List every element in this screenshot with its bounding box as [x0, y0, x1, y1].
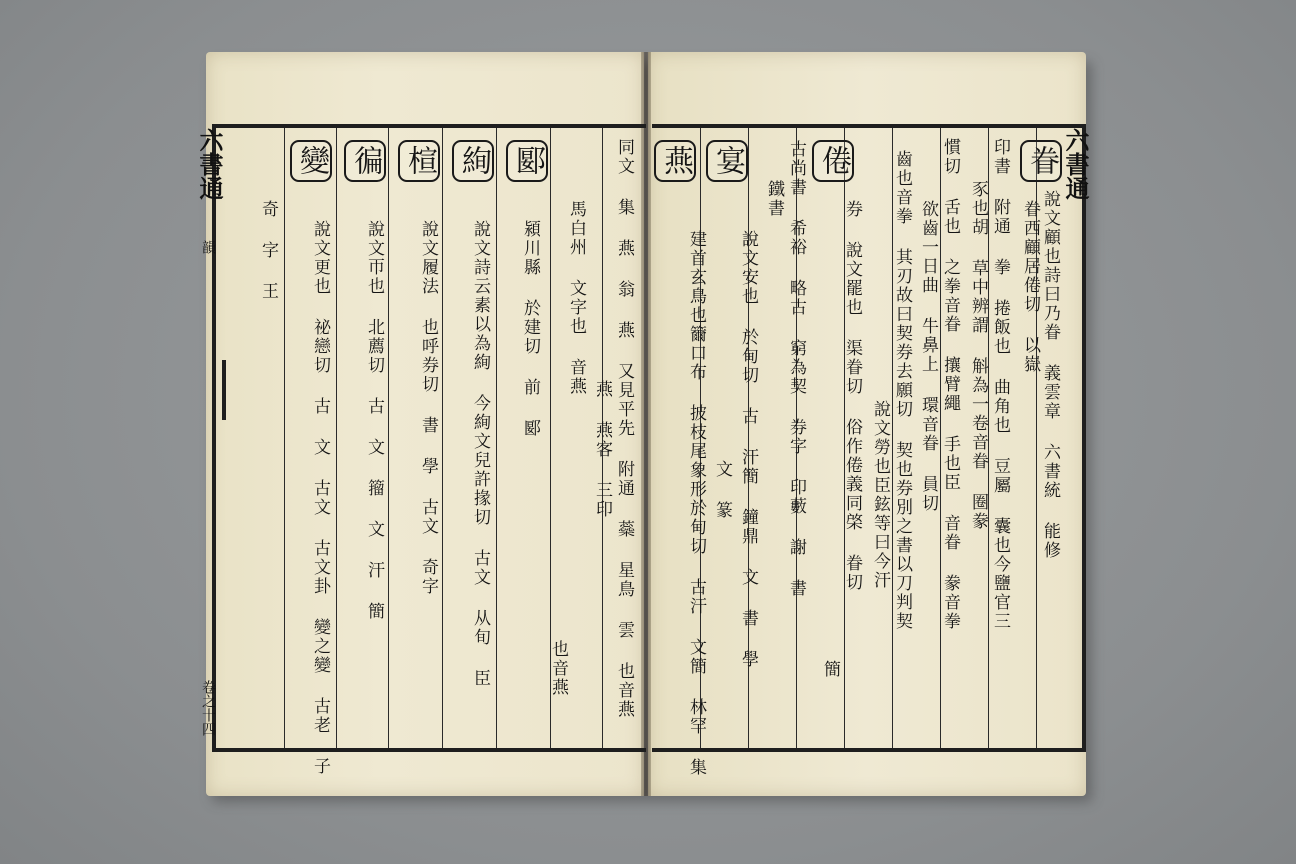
right-col4-sub: 說文勞也臣鉉等曰今汗 — [870, 400, 890, 590]
right-col7-text: 說文安也 於甸切 古 汗簡 鐘鼎 文 書 學 — [738, 230, 758, 669]
left-col5-head: 徧 — [344, 140, 386, 182]
right-col5-text: 券 說文罷也 渠眷切 俗作倦義同棨 眷切 — [842, 200, 862, 592]
left-col4-text: 說文履法 也呼券切 書 學 古文 奇字 — [418, 220, 438, 596]
right-col7-sub: 文 篆 — [712, 460, 732, 520]
right-book-title: 六書通 — [1061, 128, 1090, 200]
left-col4-head: 楦 — [398, 140, 440, 182]
left-col1-text: 馬白州 文字也 音燕 — [566, 200, 586, 396]
right-col3-text: 慣切 舌也 之拳音眷 攘臂繩 手也臣 音眷 豢音拳 — [940, 138, 960, 631]
right-col1-head: 眷 — [1020, 140, 1062, 182]
right-col6-text: 古尚書 希裕 略古 窮為契 券字 印藪 謝 書 — [786, 140, 806, 598]
right-col8-text: 建首玄鳥也籋口布 披枝尾象形於甸切 古汗 文簡 林罕 集 — [686, 230, 706, 777]
right-col5-head: 倦 — [812, 140, 854, 182]
left-col0-sub: 燕 燕客 三印 — [592, 380, 612, 519]
left-col2-text: 潁川縣 於建切 前 郾 — [520, 220, 540, 438]
right-col3-sub: 欲齒一日曲 牛鼻上 環音眷 員切 — [918, 200, 938, 513]
right-col1-text: 說文顧也詩曰乃眷 義雲章 六書統 能修 — [1040, 190, 1060, 560]
left-margin-mark — [222, 360, 226, 420]
right-col7-head: 宴 — [706, 140, 748, 182]
right-col8-head: 燕 — [654, 140, 696, 182]
left-col5-text: 說文帀也 北薦切 古 文 籀 文 汗 簡 — [364, 220, 384, 621]
right-col4-text: 齒也音拳 其刃故曰契券去願切 契也券別之書以刀判契 — [892, 150, 912, 631]
left-col2-head: 郾 — [506, 140, 548, 182]
right-col2-sub: 豕也胡 草中辨謂 斛為一卷音眷 圈豢 — [968, 180, 988, 531]
right-col5-sub: 簡 — [820, 660, 840, 679]
right-col2-text: 印書 附通 拳 捲飯也 曲角也 豆屬 囊也今鹽官三 — [990, 138, 1010, 631]
left-col1-sub: 也音燕 — [548, 640, 568, 697]
left-col6-text: 說文更也 祕戀切 古 文 古文 古文卦 變之變 古老 子 — [310, 220, 330, 776]
left-col0-text: 同文 集 燕 翁 燕 又見平先 附通 蘂 星鳥 雲 也音燕 — [614, 138, 634, 719]
right-col6-sub: 鐵書 — [764, 180, 784, 218]
left-page-folio: 卷之十四 — [200, 680, 216, 736]
left-col7-text: 奇 字 王 — [258, 200, 278, 301]
left-col3-head: 絢 — [452, 140, 494, 182]
left-book-title: 六書通 — [195, 128, 224, 200]
left-section-mark: 韻 — [200, 240, 216, 254]
right-col1-sub: 眷西顧居倦切 以嶽 — [1020, 200, 1040, 374]
left-col6-head: 變 — [290, 140, 332, 182]
left-col3-text: 說文詩云素以為絢 今絢文兒許掾切 古文 从旬 臣 — [470, 220, 490, 688]
